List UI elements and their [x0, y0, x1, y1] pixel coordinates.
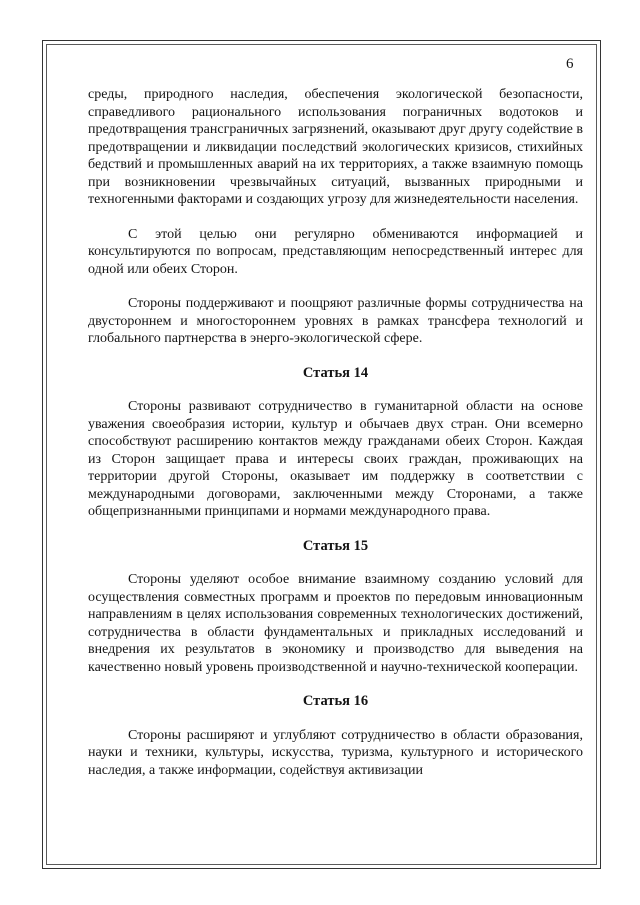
page-number: 6 [566, 56, 574, 72]
paragraph-technology-transfer: Стороны поддерживают и поощряют различные формы сотрудничества на двустороннем и многостороннем уровнях в рамках трансфера технологий и глобального партнерства в энерго-экологической сфере. [88, 296, 583, 346]
article-16-text: Стороны расширяют и углубляют сотрудничество в области образования, науки и техники, культуры, искусства, туризма, культурного и исторического наследия, а также информации, содействуя активизации [88, 727, 583, 778]
article-14-text: Стороны развивают сотрудничество в гуманитарной области на основе уважения своеобразия истории, культур и обычаев двух стран. Они всемерно способствуют расширению контактов между гражданами обеих Сторон. Каждая из Сторон защищает права и интересы своих граждан, проживающих на территории другой Стороны, оказывает им поддержку в соответствии с международными договорами, заключенными между Сторонами, а также общепризнанными принципами и нормами международного права. [88, 399, 583, 519]
document-body [88, 86, 583, 779]
article-15-heading: Статья 15 [302, 537, 369, 554]
article-16-heading: Статья 16 [302, 693, 369, 709]
paragraph-continuation: среды, природного наследия, обеспечения экологической безопасности, справедливого рационального использования пограничных водотоков и предотвращения трансграничных загрязнений, оказывают друг другу содействие в предотвращении и ликвидации последствий экологических кризисов, стихийных бедствий и промышленных аварий на их территориях, а также взаимную помощь при возникновении чрезвычайных ситуаций, вызванных природными и техногенными факторами и создающих угрозу для жизнедеятельности населения. [88, 87, 583, 207]
paragraph-information-exchange: С этой целью они регулярно обмениваются информацией и консультируются по вопросам, представляющим непосредственный интерес для одной или обеих Сторон. [88, 226, 583, 277]
article-14-heading: Статья 14 [302, 364, 369, 381]
article-15-text: Стороны уделяют особое внимание взаимному созданию условий для осуществления совместных программ и проектов по передовым инновационным направлениям в целях использования современных технологических достижений, сотрудничества в области фундаментальных и прикладных исследований и внедрения их результатов в экономику и производство для выведения на качественно новый уровень производственной и научно-технической кооперации. [88, 572, 583, 675]
